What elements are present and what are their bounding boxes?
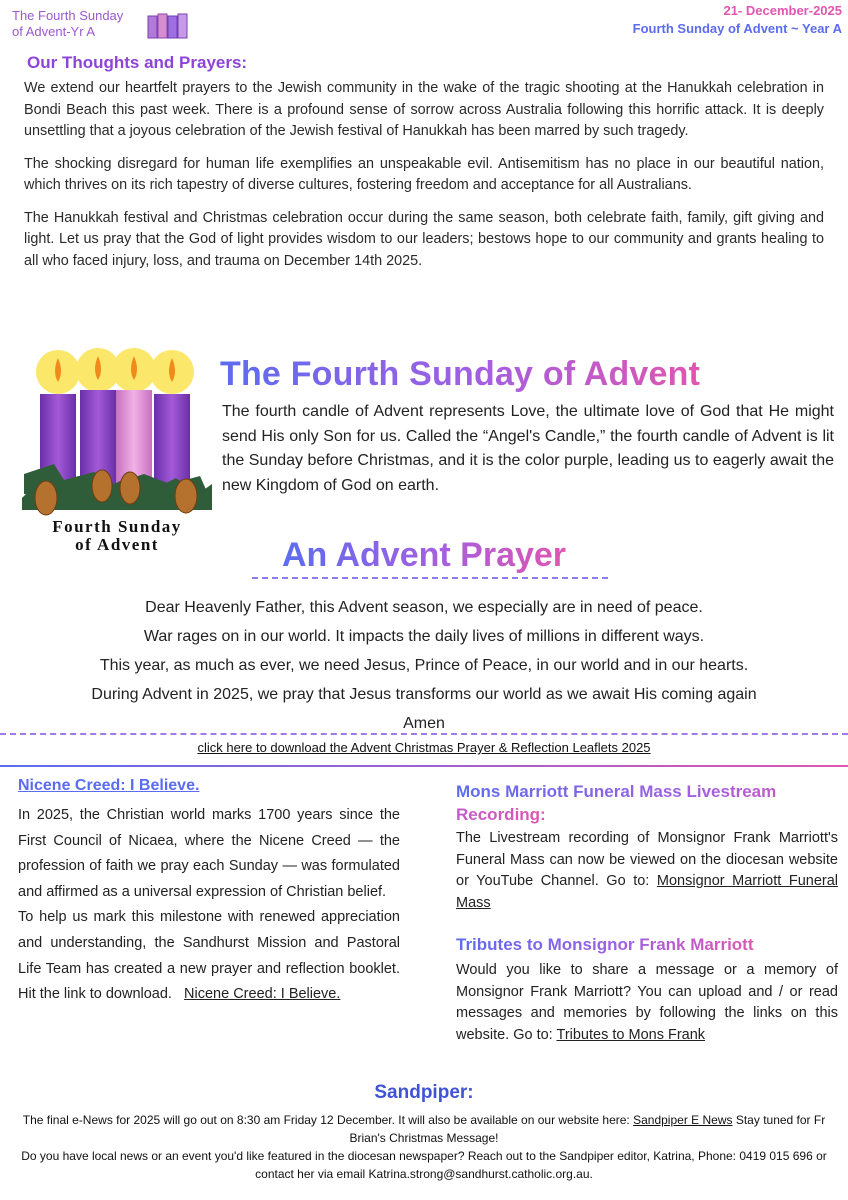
prayer-amen: Amen (403, 715, 445, 732)
thoughts-heading: Our Thoughts and Prayers: (27, 53, 248, 72)
fourth-sunday-title: The Fourth Sunday of Advent (220, 355, 701, 393)
tributes-heading-text: Tributes to Monsignor Frank Marriott (456, 935, 754, 954)
prayer-title (0, 536, 848, 575)
advent-image-caption-line1: Fourth Sunday (52, 517, 182, 536)
header-right (633, 2, 842, 38)
prayer-title-underline (252, 577, 608, 579)
download-leaflets-row (0, 740, 848, 755)
advent-candles-image (22, 348, 212, 558)
fourth-sunday-body: The fourth candle of Advent represents Love, the ultimate love of God that He might send His only Son for us. Called the “Angel's Candle,” the fourth candle of Advent is lit the Sunday before Christmas, and it is the color purple, leading us to eagerly await the new Kingdom of God on earth. (222, 403, 834, 494)
nicene-paragraph: In 2025, the Christian world marks 1700 years since the First Council of Nicaea, where the Nicene Creed — the profession of faith we pray each Sunday — was formulated and affirmed as a universal expression of Christian belief. (18, 807, 400, 900)
header-title: Fourth Sunday of Advent ~ Year A (632, 21, 842, 36)
tributes-heading (456, 935, 754, 955)
nicene-paragraph-2 (18, 905, 400, 1007)
section-divider-solid (0, 765, 848, 767)
prayer-line: During Advent in 2025, we pray that Jesus transforms our world as we await His coming again (91, 686, 757, 703)
thoughts-paragraph: The shocking disregard for human life exemplifies an unspeakable evil. Antisemitism has no place in our beautiful nation, which thrives on its rich tapestry of diverse cultures, fostering freedom and acceptance for all Australians. (24, 155, 824, 193)
section-divider (0, 733, 848, 735)
thoughts-paragraph: We extend our heartfelt prayers to the Jewish community in the wake of the tragic shooting at the Hanukkah celebration in Bondi Beach this past week. There is a profound sense of sorrow across Australia following this horrific attack. It is deeply unsettling that a joyous celebration of the Jewish festival of Hanukkah has been marred by such tragedy. (24, 80, 824, 139)
header-issue-line2: of Advent-Yr A (12, 24, 96, 39)
prayer-title-text: An Advent Prayer (281, 536, 567, 574)
tributes-body-text: Would you like to share a message or a memory of Monsignor Frank Marriott? You can upload and / or read messages and memories by following the links on this website. Go to: (456, 962, 838, 1043)
download-leaflets-link[interactable]: click here to download the Advent Christmas Prayer & Reflection Leaflets 2025 (197, 740, 651, 755)
nicene-paragraph-text: To help us mark this milestone with renewed appreciation and understanding, the Sandhurst Mission and Pastoral Life Team has created a new prayer and reflection booklet. Hit the link to download. (18, 909, 400, 1003)
thoughts-body (24, 78, 824, 283)
nicene-heading-link[interactable]: Nicene Creed: I Believe. (18, 777, 200, 794)
sandpiper-enews-link[interactable]: Sandpiper E News (633, 1113, 733, 1127)
tributes-body (456, 960, 838, 1046)
header-issue-line1: The Fourth Sunday (12, 8, 124, 23)
sandpiper-text1: The final e-News for 2025 will go out on 8:30 am Friday 12 December. It will also be available on our website here: (22, 1113, 630, 1127)
nicene-body (18, 803, 400, 1008)
prayer-text (0, 593, 848, 738)
mons-heading-text: Mons Marriott Funeral Mass Livestream Recording: (456, 782, 777, 824)
mons-funeral-link[interactable]: Monsignor Marriott Funeral Mass (456, 873, 838, 911)
header-date: 21- December-2025 (723, 3, 842, 18)
prayer-line: Dear Heavenly Father, this Advent season, we especially are in need of peace. (145, 599, 703, 616)
sandpiper-heading: Sandpiper: (374, 1082, 474, 1103)
mons-body (456, 828, 838, 914)
sandpiper-body (6, 1111, 842, 1183)
thoughts-paragraph: The Hanukkah festival and Christmas celebration occur during the same season, both celebrate faith, family, gift giving and light. Let us pray that the God of light provides wisdom to our leaders; bestows hope to our community and grants healing to all who faced injury, loss, and trauma on December 14th 2025. (24, 209, 824, 269)
candles-logo-icon (146, 8, 192, 40)
mons-body-text: The Livestream recording of Monsignor Frank Marriott's Funeral Mass can now be viewed on the diocesan website or YouTube Channel. Go to: (456, 830, 838, 889)
advent-image-caption-line2: of Advent (75, 535, 159, 554)
prayer-line: This year, as much as ever, we need Jesus, Prince of Peace, in our world and in our hearts. (99, 657, 749, 674)
mons-heading (456, 780, 838, 826)
tributes-link[interactable]: Tributes to Mons Frank (556, 1026, 706, 1043)
sandpiper-text2: Stay tuned for Fr Brian's Christmas Message! (349, 1113, 826, 1145)
header-issue-label (12, 8, 152, 40)
sandpiper-text3: Do you have local news or an event you'd like featured in the diocesan newspaper? Reach out to the Sandpiper editor, Katrina, Phone: 0419 015 696 or contact her via email Katrina.strong@sandhurst.catholic.org.au. (21, 1149, 827, 1181)
prayer-line: War rages on in our world. It impacts the daily lives of millions in different ways. (143, 628, 705, 645)
nicene-link[interactable]: Nicene Creed: I Believe. (184, 986, 341, 1003)
